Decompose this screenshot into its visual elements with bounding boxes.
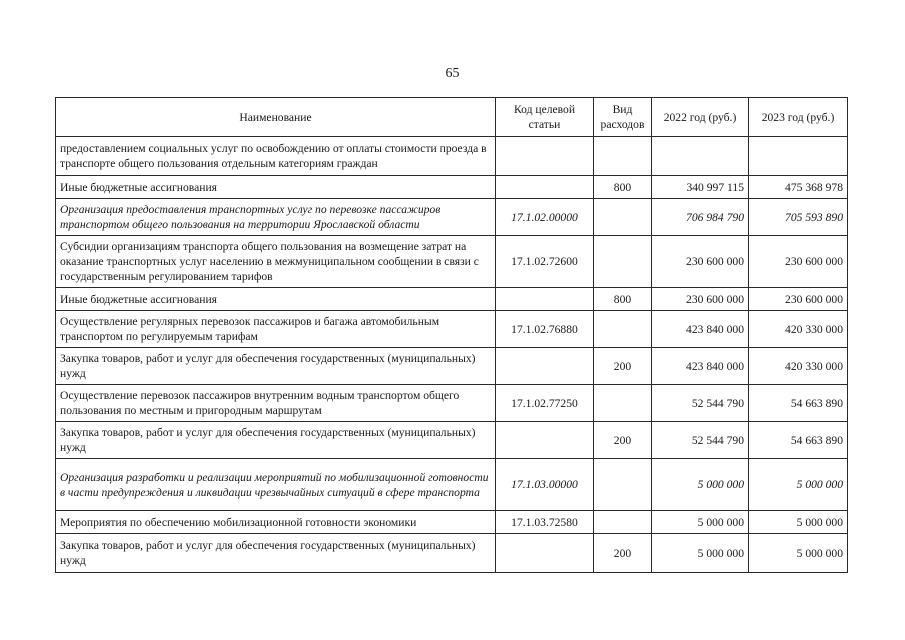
row-type [594,459,652,511]
row-code [496,422,594,459]
header-2022: 2022 год (руб.) [652,98,749,137]
row-type [594,311,652,348]
row-2022: 230 600 000 [652,288,749,311]
row-type: 200 [594,422,652,459]
row-type [594,511,652,534]
row-2022: 5 000 000 [652,511,749,534]
row-2022: 5 000 000 [652,459,749,511]
row-type: 800 [594,176,652,199]
header-type: Вид расходов [594,98,652,137]
row-2023: 5 000 000 [749,459,848,511]
table-row [56,199,848,236]
row-name: Осуществление перевозок пассажиров внутренним водным транспортом общего пользования по местным и пригородным маршрутам [56,385,496,422]
row-name: Иные бюджетные ассигнования [56,288,496,311]
row-2022: 230 600 000 [652,236,749,288]
row-2022: 423 840 000 [652,348,749,385]
row-2023: 230 600 000 [749,236,848,288]
budget-table [55,97,848,573]
row-2022: 340 997 115 [652,176,749,199]
table-body [56,137,848,573]
row-2023 [749,137,848,176]
row-2023: 420 330 000 [749,311,848,348]
row-code: 17.1.03.00000 [496,459,594,511]
row-code [496,137,594,176]
table-row [56,137,848,176]
row-type [594,385,652,422]
row-2022: 706 984 790 [652,199,749,236]
table-row [56,311,848,348]
row-code: 17.1.02.00000 [496,199,594,236]
row-type: 200 [594,534,652,573]
row-name: Субсидии организациям транспорта общего пользования на возмещение затрат на оказание транспортных услуг населению в межмуниципальном сообщении в связи с государственным регулированием тарифов [56,236,496,288]
table-row [56,348,848,385]
row-2023: 705 593 890 [749,199,848,236]
row-code: 17.1.02.72600 [496,236,594,288]
row-name: Закупка товаров, работ и услуг для обеспечения государственных (муниципальных) нужд [56,534,496,573]
table-row [56,236,848,288]
table-row [56,288,848,311]
row-name: Осуществление регулярных перевозок пассажиров и багажа автомобильным транспортом по регулируемым тарифам [56,311,496,348]
row-2022: 52 544 790 [652,422,749,459]
row-2023: 54 663 890 [749,385,848,422]
row-type: 800 [594,288,652,311]
row-2022: 5 000 000 [652,534,749,573]
row-code [496,288,594,311]
row-name: Иные бюджетные ассигнования [56,176,496,199]
row-name: Закупка товаров, работ и услуг для обеспечения государственных (муниципальных) нужд [56,422,496,459]
row-name: Мероприятия по обеспечению мобилизационной готовности экономики [56,511,496,534]
table-row [56,534,848,573]
header-2023: 2023 год (руб.) [749,98,848,137]
row-type: 200 [594,348,652,385]
row-2022: 423 840 000 [652,311,749,348]
row-code [496,348,594,385]
table-row [56,511,848,534]
row-code: 17.1.02.76880 [496,311,594,348]
row-code [496,534,594,573]
row-type [594,199,652,236]
row-name: Организация разработки и реализации мероприятий по мобилизационной готовности в части предупреждения и ликвидации чрезвычайных ситуаций в сфере транспорта [56,459,496,511]
row-type [594,137,652,176]
row-code: 17.1.03.72580 [496,511,594,534]
row-code: 17.1.02.77250 [496,385,594,422]
row-2023: 5 000 000 [749,511,848,534]
header-code: Код целевой статьи [496,98,594,137]
row-2022 [652,137,749,176]
row-name: Организация предоставления транспортных услуг по перевозке пассажиров транспортом общего пользования на территории Ярославской области [56,199,496,236]
row-name: предоставлением социальных услуг по освобождению от оплаты стоимости проезда в транспорте общего пользования отдельным категориям граждан [56,137,496,176]
table-row [56,459,848,511]
page-number: 65 [445,66,460,81]
row-code [496,176,594,199]
table-header [56,98,848,137]
row-type [594,236,652,288]
row-2023: 420 330 000 [749,348,848,385]
table-row [56,176,848,199]
row-2022: 52 544 790 [652,385,749,422]
table-row [56,422,848,459]
table-row [56,385,848,422]
row-2023: 5 000 000 [749,534,848,573]
row-2023: 230 600 000 [749,288,848,311]
row-2023: 475 368 978 [749,176,848,199]
row-2023: 54 663 890 [749,422,848,459]
header-name: Наименование [56,98,496,137]
row-name: Закупка товаров, работ и услуг для обеспечения государственных (муниципальных) нужд [56,348,496,385]
